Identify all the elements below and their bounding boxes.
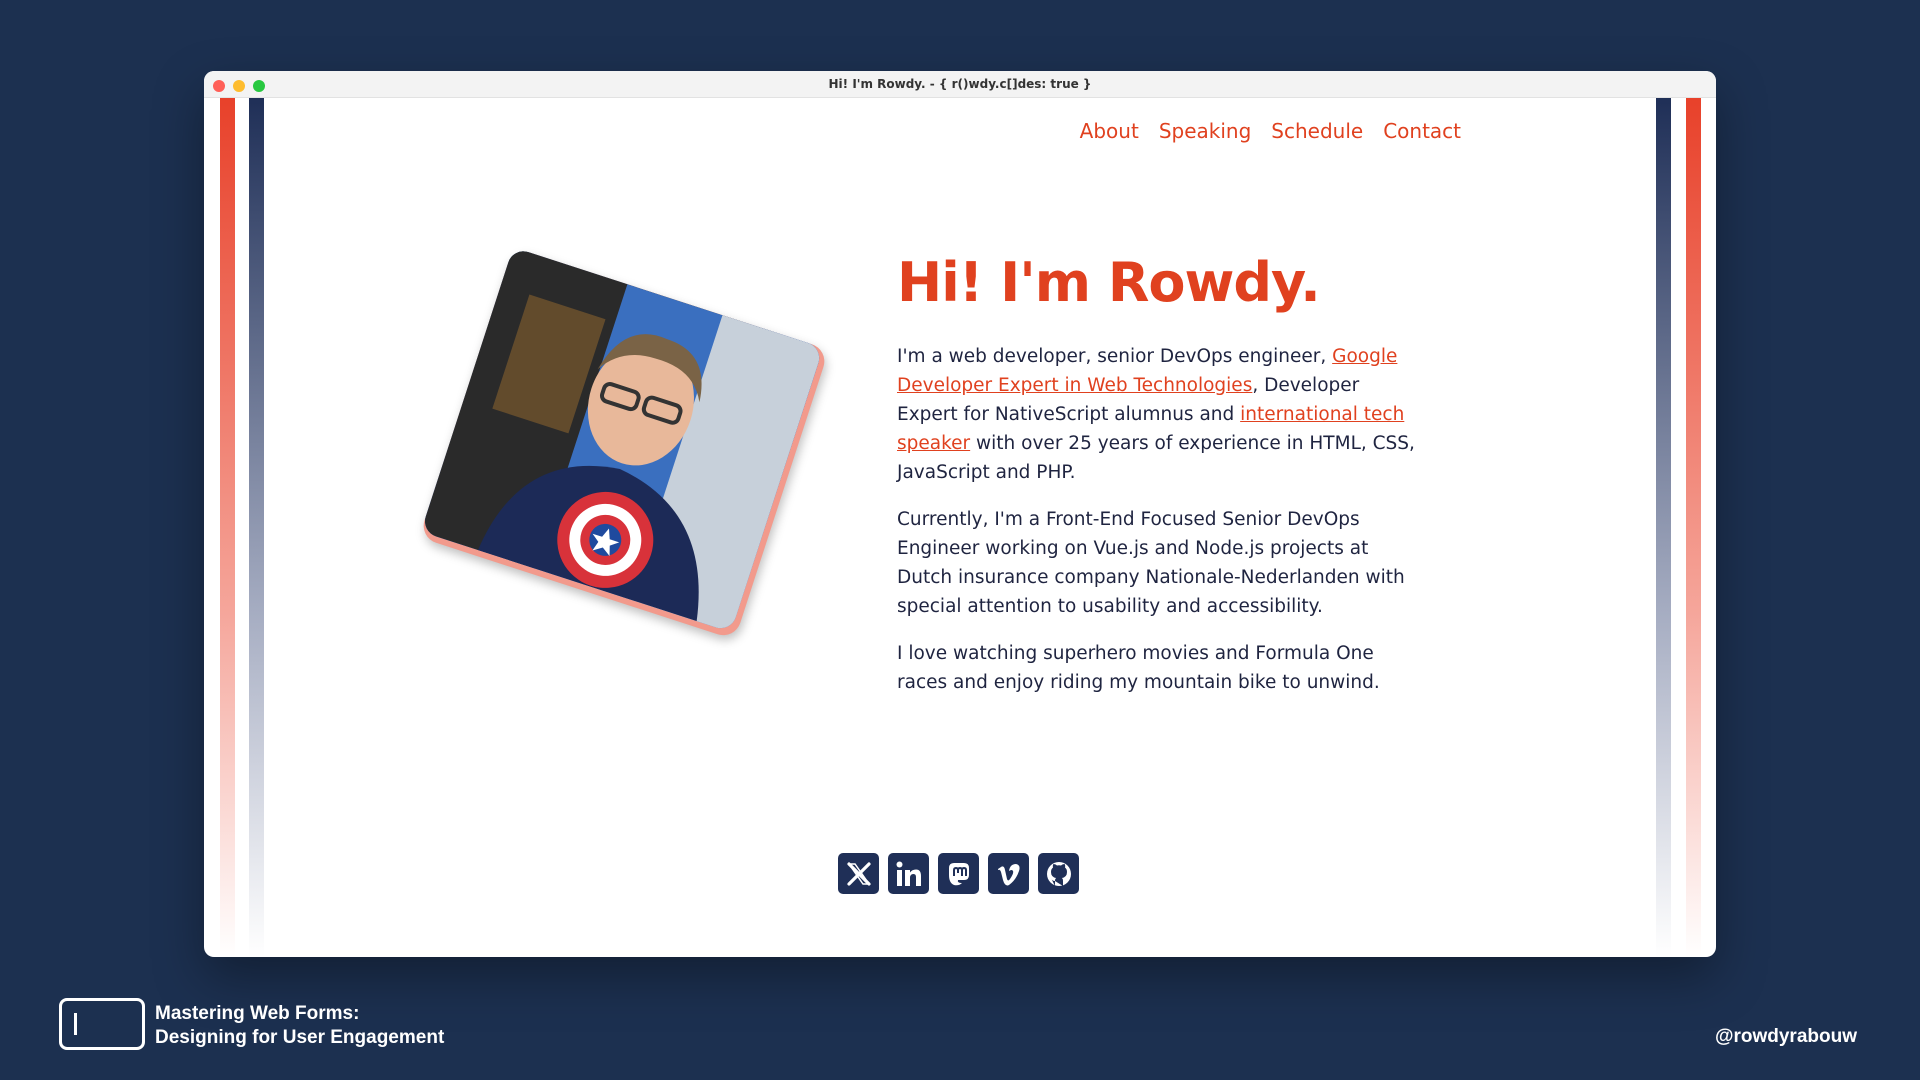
form-field-icon xyxy=(59,998,145,1050)
x-icon[interactable] xyxy=(838,853,879,894)
speaker-portrait xyxy=(421,247,823,632)
decorative-stripe-right-navy xyxy=(1656,98,1671,957)
gde-link[interactable]: Google Developer Expert in Web Technologies xyxy=(897,346,1398,396)
intro-text-2: , Developer Expert for NativeScript alumnus and xyxy=(897,375,1360,425)
window-title: Hi! I'm Rowdy. - { r()wdy.c[]des: true } xyxy=(828,77,1092,91)
window-titlebar xyxy=(204,71,1716,98)
page-title: Hi! I'm Rowdy. xyxy=(897,251,1320,314)
hobbies-paragraph: I love watching superhero movies and Formula One races and enjoy riding my mountain bike to unwind. xyxy=(897,643,1380,693)
hero-section xyxy=(897,251,1417,715)
nav-schedule[interactable]: Schedule xyxy=(1271,119,1364,143)
browser-window xyxy=(204,71,1716,957)
main-nav xyxy=(1080,119,1461,143)
profile-photo xyxy=(440,271,820,611)
intro-paragraph xyxy=(897,342,1417,487)
intro-text-3: with over 25 years of experience in HTML, CSS, JavaScript and PHP. xyxy=(897,433,1415,483)
intro-text-1: I'm a web developer, senior DevOps engineer, xyxy=(897,346,1333,367)
nav-speaking[interactable]: Speaking xyxy=(1158,119,1252,143)
twitter-handle: @rowdyrabouw xyxy=(1714,1026,1857,1047)
presentation-title-line1: Mastering Web Forms: xyxy=(155,1003,360,1024)
github-icon[interactable] xyxy=(1038,853,1079,894)
linkedin-icon[interactable] xyxy=(888,853,929,894)
decorative-stripe-left-navy xyxy=(249,98,264,957)
mastodon-icon[interactable] xyxy=(938,853,979,894)
photo-frame xyxy=(419,247,829,640)
presentation-title-line2: Designing for User Engagement xyxy=(155,1027,445,1048)
decorative-stripe-left-red xyxy=(220,98,235,957)
vimeo-icon[interactable] xyxy=(988,853,1029,894)
social-links xyxy=(838,853,1079,894)
decorative-stripe-right-red xyxy=(1686,98,1701,957)
current-role-paragraph: Currently, I'm a Front-End Focused Senior DevOps Engineer working on Vue.js and Node.js projects at Dutch insurance company Nationale-Nederlanden with special attention to usability and accessibility. xyxy=(897,509,1405,617)
nav-contact[interactable]: Contact xyxy=(1383,119,1461,143)
nav-about[interactable]: About xyxy=(1079,119,1139,143)
speaker-link[interactable]: international tech speaker xyxy=(897,404,1405,454)
presentation-title xyxy=(155,1002,444,1050)
